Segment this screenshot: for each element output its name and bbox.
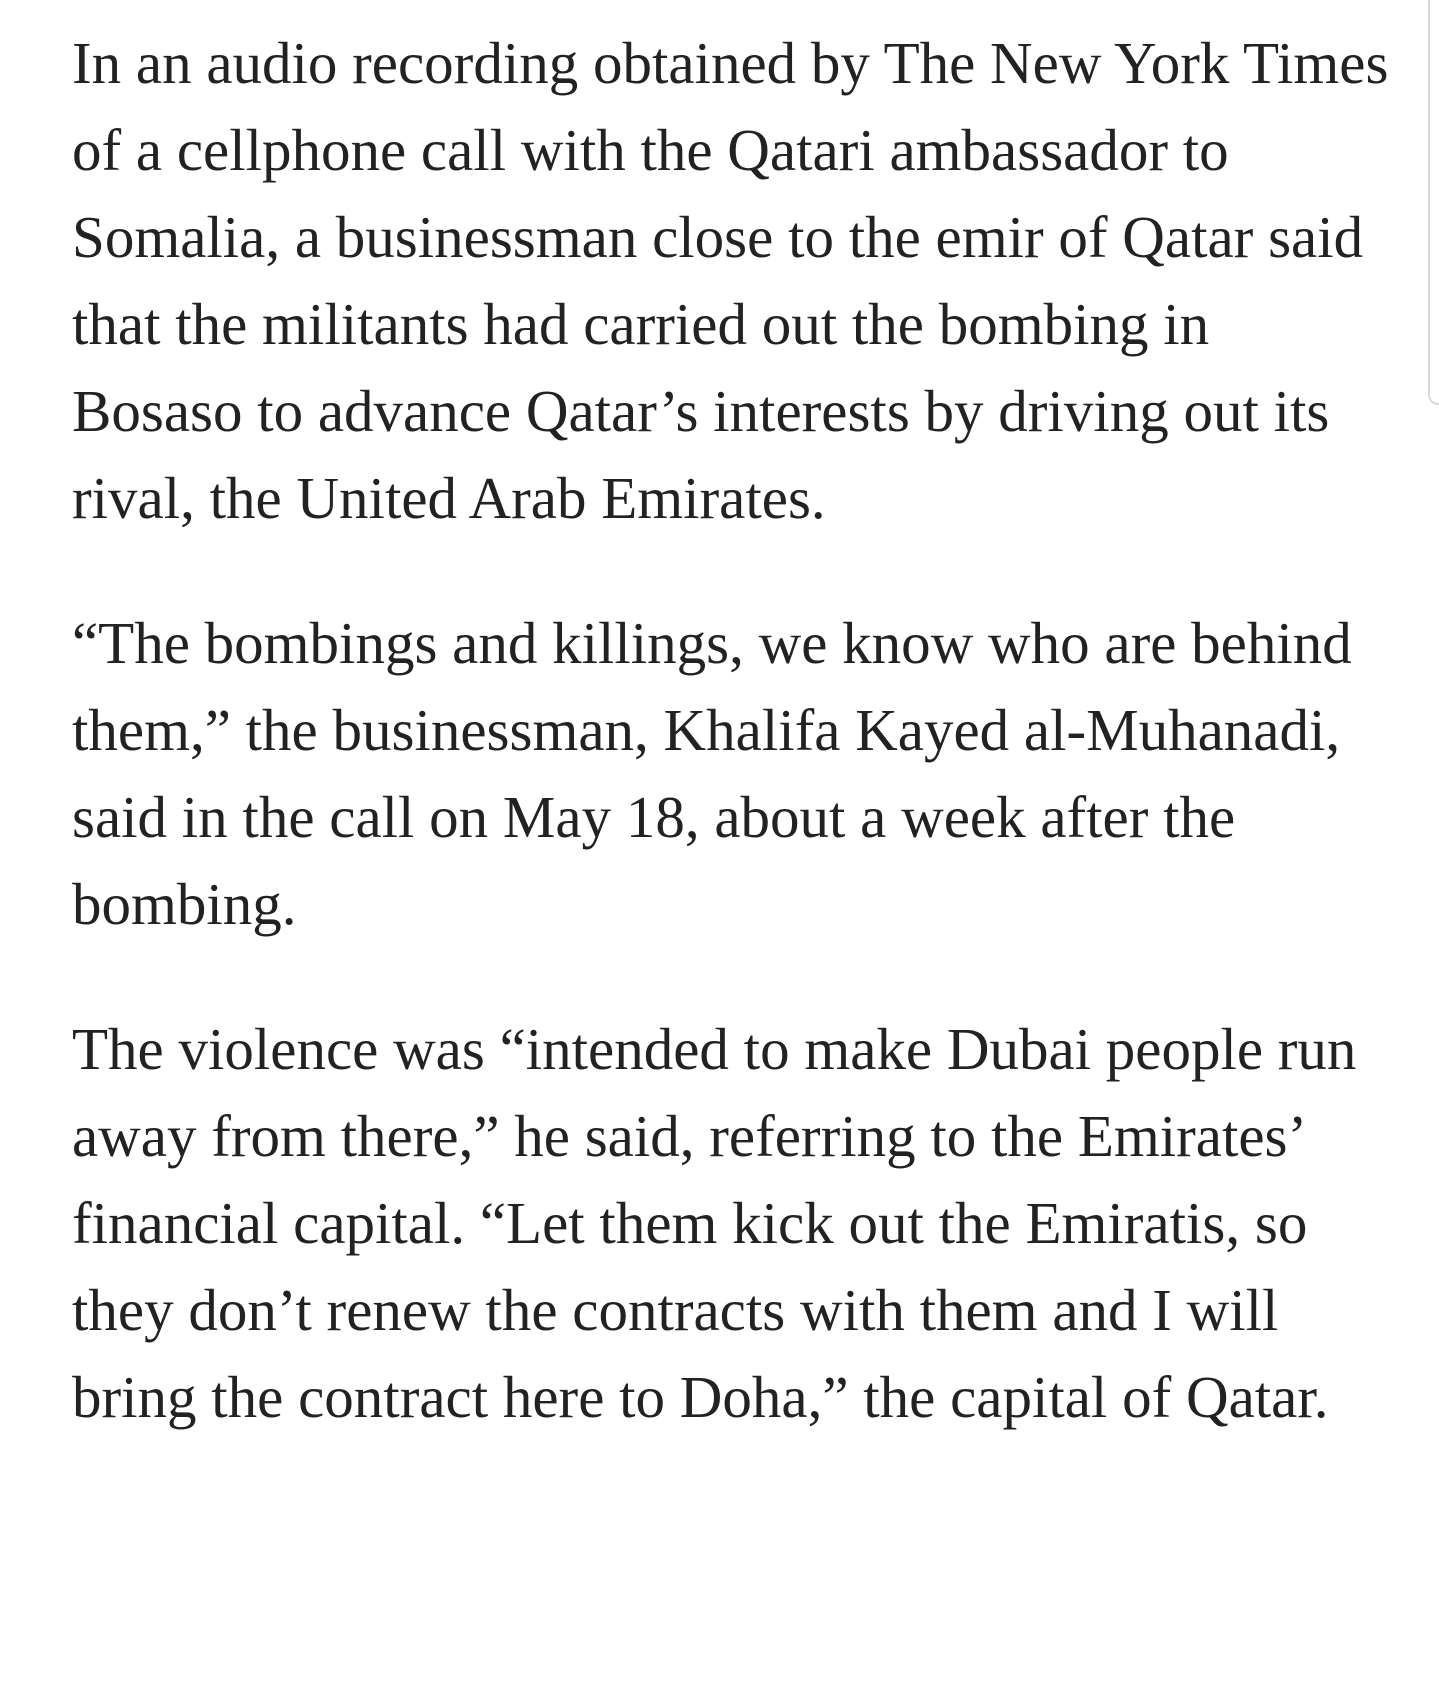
article-paragraph-1: In an audio recording obtained by The New York Times of a cellphone call with the Qatari ambassador to Somalia, a businessman close to the emir of Qatar said that the militants had carried out the bombing in Bosaso to advance Qatar’s interests by driving out its rival, the United Arab Emirates. xyxy=(72,30,1389,531)
article-body xyxy=(72,20,1392,1441)
scrollbar[interactable] xyxy=(1428,0,1439,405)
article-paragraph-2: “The bombings and killings, we know who are behind them,” the businessman, Khalifa Kayed al-Muhanadi, said in the call on May 18, about a week after the bombing. xyxy=(72,610,1352,937)
article-paragraph-3: The violence was “intended to make Dubai people run away from there,” he said, referring to the Emirates’ financial capital. “Let them kick out the Emiratis, so they don’t renew the contracts with them and I will bring the contract here to Doha,” the capital of Qatar. xyxy=(72,1016,1357,1430)
